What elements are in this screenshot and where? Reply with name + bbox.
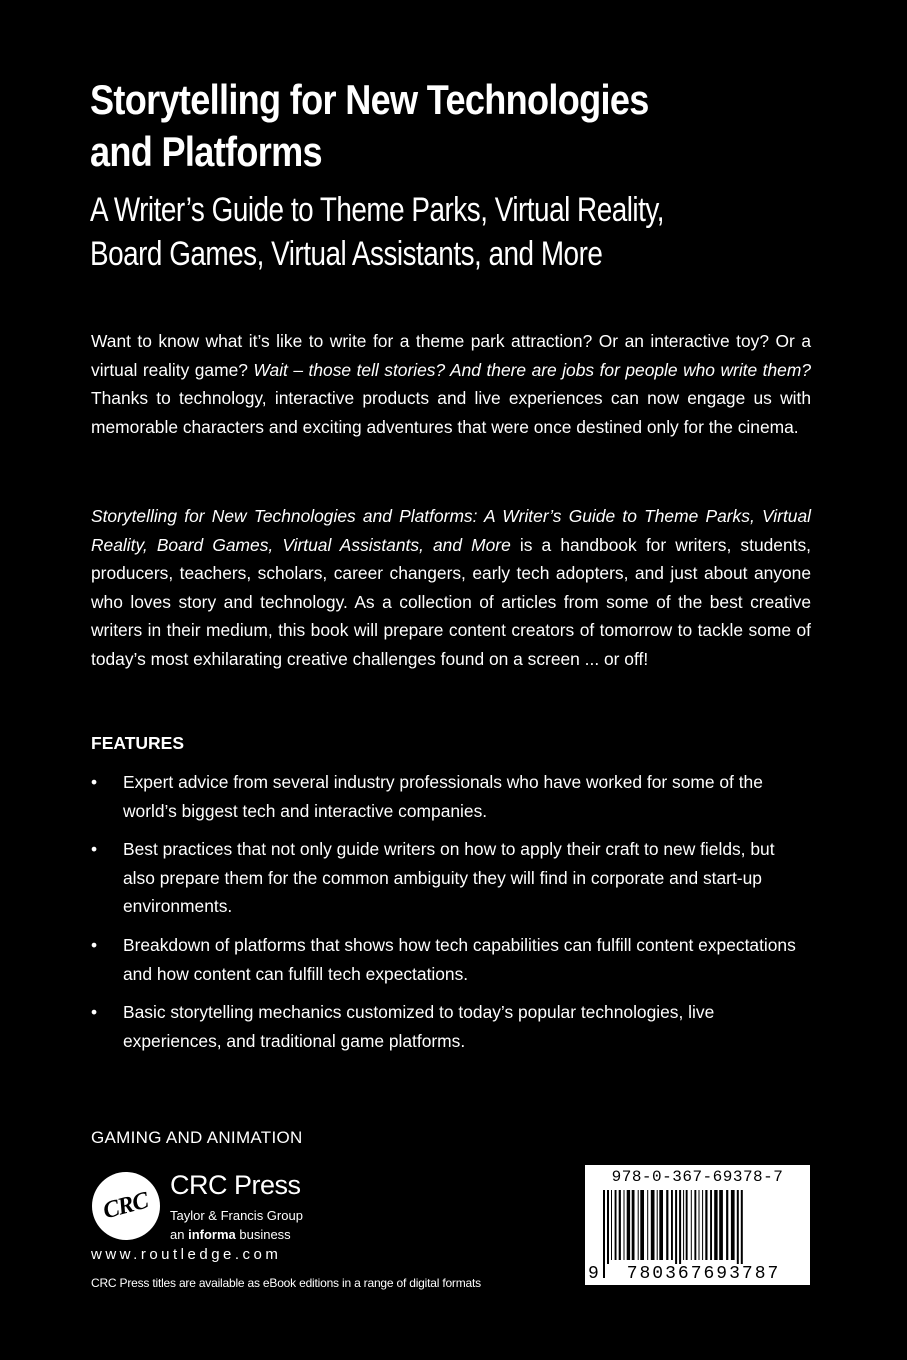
crc-logo-text: CRC — [100, 1187, 151, 1224]
barcode-bar — [726, 1190, 728, 1260]
barcode-bar — [640, 1190, 644, 1260]
feature-text: Basic storytelling mechanics customized to today’s popular technologies, live experiences, and traditional game platforms. — [123, 1002, 715, 1051]
intro-text-part-2: Thanks to technology, interactive products and live experiences can now engage us with memorable characters and exciting adventures that were once destined only for the cinema. — [91, 388, 811, 437]
feature-text: Breakdown of platforms that shows how tech capabilities can fulfill content expectations and how content can fulfill tech expectations. — [123, 934, 796, 984]
feature-item — [91, 835, 811, 921]
crc-logo-icon — [92, 1172, 160, 1240]
tagline-suffix: business — [235, 1227, 291, 1242]
barcode-bar — [691, 1190, 692, 1260]
book-subtitle-line-1: A Writer’s Guide to Theme Parks, Virtual Reality, — [90, 191, 665, 229]
description-text: is a handbook for writers, students, producers, teachers, scholars, career changers, early tech adopters, and just about anyone who loves story and technology. As a collection of articles from some of the best creative writers in their medium, this book will prepare content creators of tomorrow to tackle some of today’s most exhilarating creative challenges found on a screen ... or off! — [91, 534, 811, 669]
publisher-group: Taylor & Francis Group — [170, 1208, 303, 1223]
ebook-note: CRC Press titles are available as eBook editions in a range of digital formats — [91, 1276, 481, 1290]
publisher-name: CRC Press — [170, 1170, 301, 1200]
bullet-icon: • — [91, 772, 98, 792]
features-list — [91, 768, 811, 1065]
intro-paragraph — [91, 327, 811, 441]
barcode-digit-string: 780367693787 — [606, 1264, 801, 1284]
barcode-bar — [671, 1190, 673, 1260]
barcode-bar — [611, 1190, 612, 1260]
barcode-bar — [638, 1190, 639, 1260]
barcode-bar — [694, 1190, 696, 1260]
intro-text-part-1: Want to know what it’s like to write for a theme park attraction? Or an interactive toy? Or a virtual reality game? — [91, 331, 811, 380]
description-italic-title: Storytelling for New Technologies and Platforms: A Writer’s Guide to Theme Parks, Virtual Reality, Board Games, Virtual Assistants, and More — [91, 506, 811, 555]
publisher-tagline — [170, 1225, 303, 1244]
barcode-bar — [705, 1190, 707, 1260]
barcode-bar — [714, 1190, 717, 1260]
barcode-bar — [603, 1190, 605, 1278]
barcode-bar — [731, 1190, 735, 1260]
publisher-group-block — [170, 1206, 303, 1244]
isbn-barcode — [585, 1165, 810, 1285]
barcode-bar — [699, 1190, 700, 1260]
feature-item — [91, 931, 811, 988]
barcode-bar — [657, 1190, 658, 1260]
feature-item — [91, 768, 811, 825]
barcode-bar — [683, 1190, 684, 1260]
bullet-icon: • — [91, 934, 98, 955]
barcode-bar — [719, 1190, 723, 1260]
publisher-website: www.routledge.com — [91, 1246, 282, 1263]
bullet-icon: • — [91, 839, 98, 860]
barcode-bar — [651, 1190, 655, 1260]
barcode-bar — [627, 1190, 630, 1260]
book-category: GAMING AND ANIMATION — [91, 1128, 303, 1147]
book-title — [90, 74, 726, 178]
description-paragraph — [91, 502, 811, 674]
barcode-bar — [619, 1190, 621, 1260]
barcode-lead-digit: 9 — [588, 1264, 600, 1284]
feature-text: Expert advice from several industry professionals who have worked for some of the world’s biggest tech and interactive companies. — [123, 772, 763, 821]
features-heading: FEATURES — [91, 733, 185, 753]
tagline-prefix: an — [170, 1227, 189, 1242]
barcode-bar — [624, 1190, 625, 1260]
barcode-bar — [647, 1190, 648, 1260]
book-subtitle — [90, 188, 697, 276]
isbn-number: 978-0-367-69378-7 — [611, 1168, 784, 1186]
feature-text: Best practices that not only guide writers on how to apply their craft to new fields, but also prepare them for the common ambiguity they will find in corporate and start-up environments. — [123, 839, 775, 917]
barcode-bar — [659, 1190, 663, 1260]
barcode-bar — [710, 1190, 712, 1260]
feature-item — [91, 998, 811, 1055]
barcode-bar — [666, 1190, 668, 1260]
barcode-bar — [632, 1190, 635, 1260]
barcode-bar — [686, 1190, 688, 1260]
book-subtitle-line-2: Board Games, Virtual Assistants, and More — [90, 235, 603, 273]
tagline-bold: informa — [188, 1227, 236, 1242]
book-title-line-2: and Platforms — [90, 128, 322, 175]
bullet-icon: • — [91, 1002, 98, 1023]
book-title-line-1: Storytelling for New Technologies — [90, 76, 649, 123]
barcode-bar — [615, 1190, 617, 1260]
barcode-bar — [702, 1190, 703, 1260]
intro-italic-text: Wait – those tell stories? And there are jobs for people who write them? — [253, 359, 812, 380]
